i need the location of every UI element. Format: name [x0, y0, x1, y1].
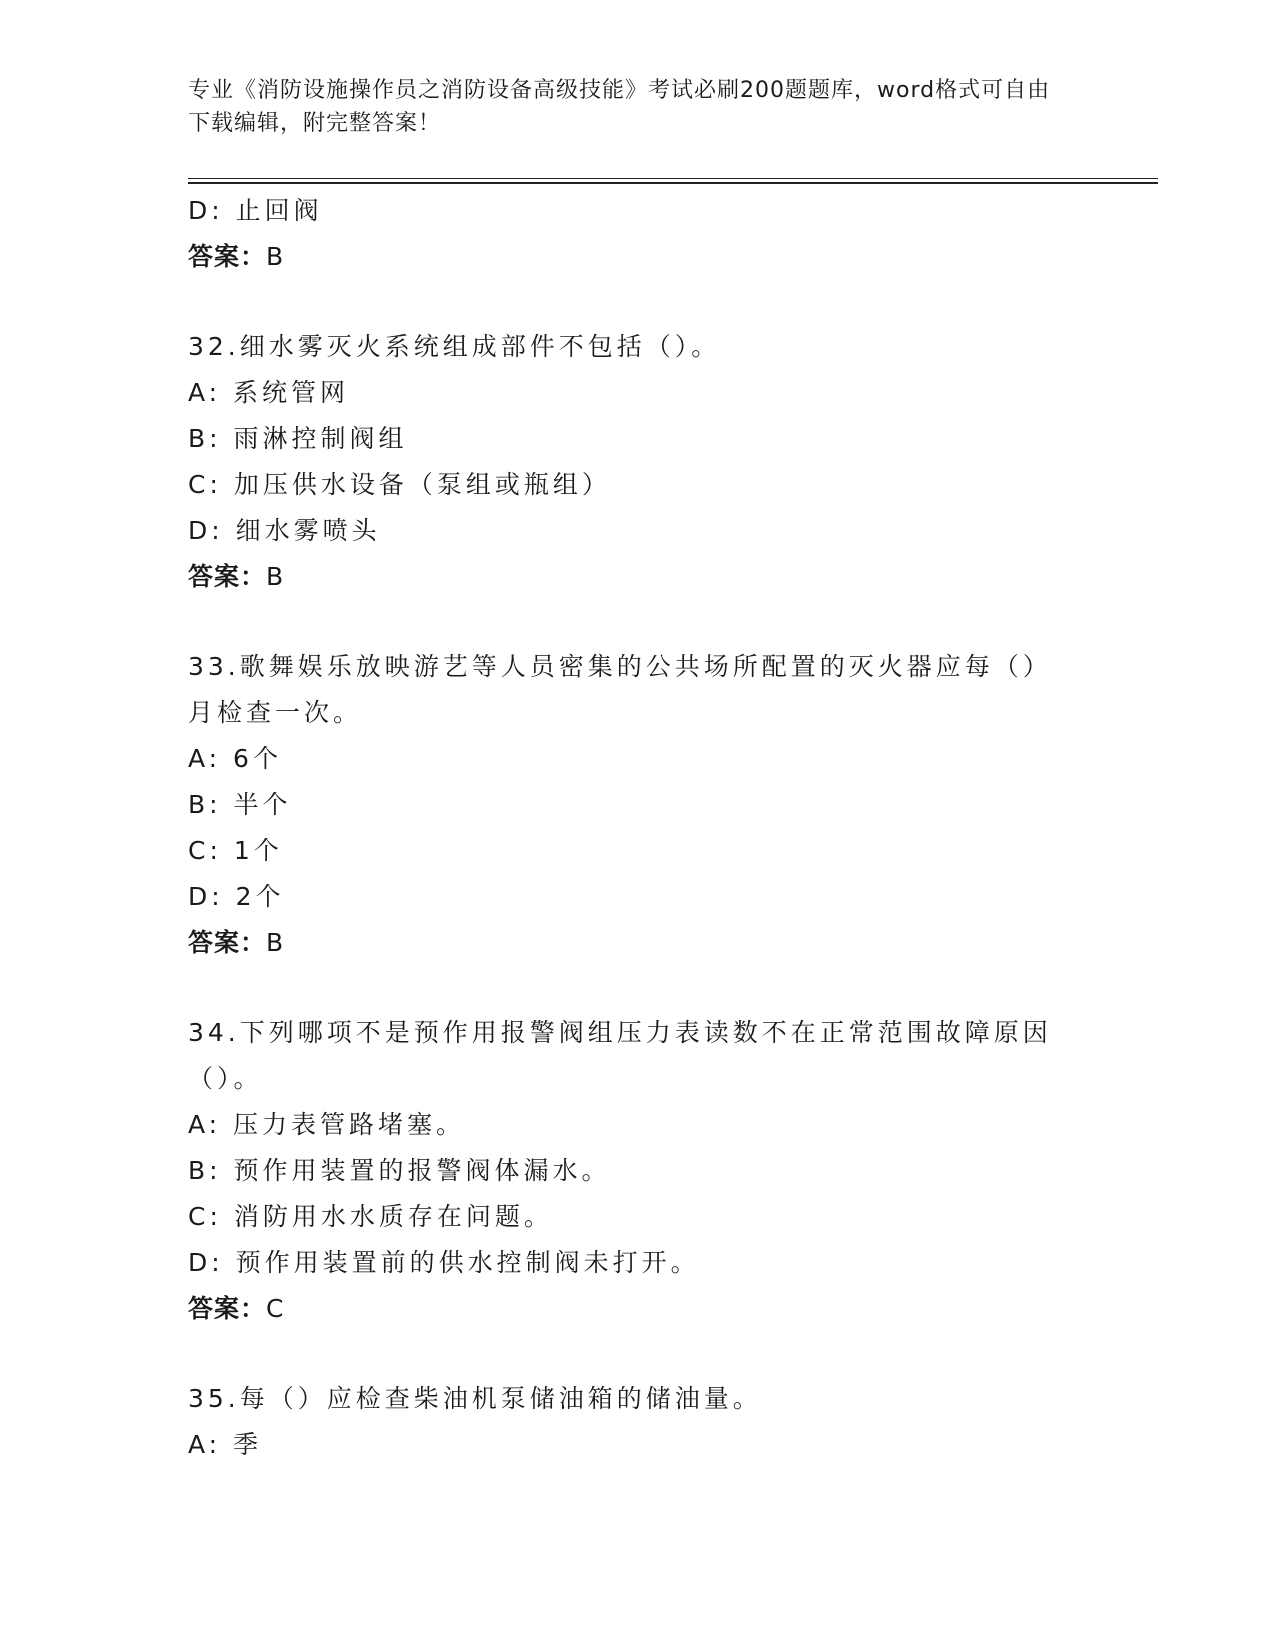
answer-line [188, 920, 1068, 966]
answer-label: 答案： [188, 1294, 267, 1323]
option-a: A: 系统管网 [188, 378, 350, 407]
header-rule-thick [188, 182, 1158, 184]
question-stem: 33.歌舞娱乐放映游艺等人员密集的公共场所配置的灭火器应每（）月检查一次。 [188, 652, 1052, 727]
option-d: D: 2个 [188, 882, 285, 911]
option-d: D: 预作用装置前的供水控制阀未打开。 [188, 1248, 700, 1277]
answer-line [188, 554, 1068, 600]
answer-label: 答案： [188, 242, 267, 271]
answer-label: 答案： [188, 928, 267, 957]
question-stem: 34.下列哪项不是预作用报警阀组压力表读数不在正常范围故障原因（）。 [188, 1018, 1052, 1093]
question-35 [188, 1376, 1068, 1468]
question-33 [188, 644, 1068, 966]
answer-value: B [266, 242, 285, 271]
answer-line [188, 1286, 1068, 1332]
answer-value: B [266, 928, 285, 957]
option-a: A: 压力表管路堵塞。 [188, 1110, 466, 1139]
question-stem: 35.每（）应检查柴油机泵储油箱的储油量。 [188, 1384, 762, 1413]
option-a: A: 6个 [188, 744, 282, 773]
option-c: C: 消防用水水质存在问题。 [188, 1202, 553, 1231]
option-d: D: 细水雾喷头 [188, 516, 381, 545]
question-stem: 32.细水雾灭火系统组成部件不包括（）。 [188, 332, 721, 361]
previous-question-tail [188, 188, 1068, 280]
question-32 [188, 324, 1068, 600]
answer-label: 答案： [188, 562, 267, 591]
option-b: B: 半个 [188, 790, 292, 819]
option-b: B: 预作用装置的报警阀体漏水。 [188, 1156, 611, 1185]
answer-line [188, 234, 1068, 280]
answer-value: C [266, 1294, 285, 1323]
option-c: C: 1个 [188, 836, 283, 865]
option-d: D: 止回阀 [188, 196, 323, 225]
option-b: B: 雨淋控制阀组 [188, 424, 408, 453]
question-34 [188, 1010, 1068, 1332]
header-rule-thin [188, 178, 1158, 179]
page-header: 专业《消防设施操作员之消防设备高级技能》考试必刷200题题库，word格式可自由下载编辑，附完整答案！ [188, 78, 1051, 136]
option-a: A: 季 [188, 1430, 263, 1459]
option-c: C: 加压供水设备（泵组或瓶组） [188, 470, 611, 499]
answer-value: B [266, 562, 285, 591]
question-content [188, 188, 1068, 1468]
